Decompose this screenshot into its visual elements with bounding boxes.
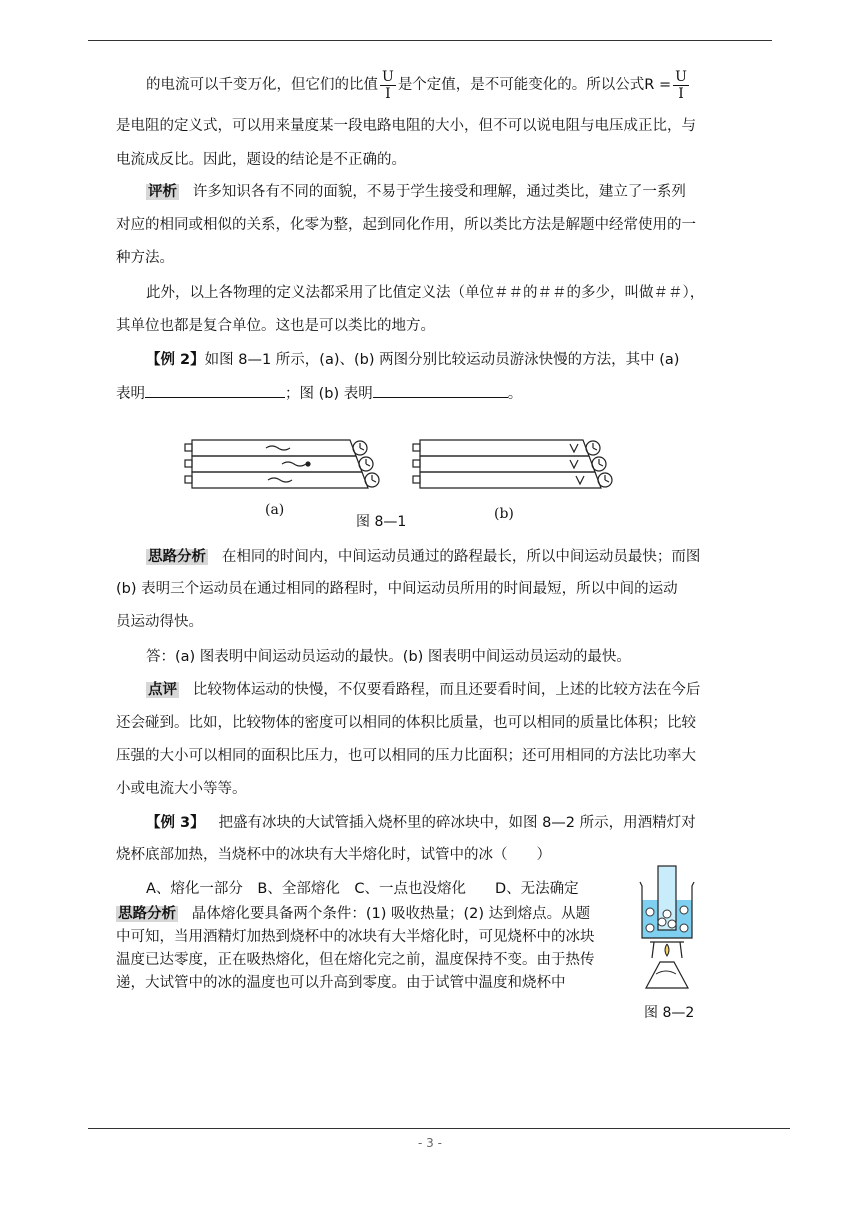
p2-line-3: 种方法。 bbox=[116, 250, 174, 266]
ex3-line-1: 【例 3】 把盛有冰块的大试管插入烧杯里的碎冰块中，如图 8—2 所示，用酒精灯对 bbox=[146, 815, 696, 831]
p4-line-2: (b) 表明三个运动员在通过相同的路程时，中间运动员所用的时间最短，所以中间的运动 bbox=[116, 581, 678, 597]
p6-line-1: 点评 比较物体运动的快慢，不仅要看路程，而且还要看时间，上述的比较方法在今后 bbox=[148, 682, 701, 698]
figure-caption-b: (b) bbox=[494, 506, 514, 522]
analysis-tag-2: 思路分析 bbox=[118, 906, 176, 922]
comment-tag: 评析 bbox=[148, 184, 177, 200]
figure-caption-a: (a) bbox=[265, 502, 285, 518]
ex3-line-2: 烧杯底部加热，当烧杯中的冰块有大半熔化时，试管中的冰（ ） bbox=[116, 847, 551, 863]
p2-line-1: 评析 许多知识各有不同的面貌，不易于学生接受和理解，通过类比，建立了一系列 bbox=[148, 184, 686, 200]
p7-line-2: 中可知，当用酒精灯加热到烧杯中的冰块有大半熔化时，可见烧杯中的冰块 bbox=[116, 929, 595, 945]
example-label-3: 【例 3】 bbox=[146, 815, 205, 831]
p7-line-1: 思路分析 晶体熔化要具备两个条件：(1) 吸收热量；(2) 达到熔点。从题 bbox=[118, 906, 591, 922]
review-tag: 点评 bbox=[148, 682, 177, 698]
ex3-options: A、熔化一部分 B、全部熔化 C、一点也没熔化 D、无法确定 bbox=[146, 881, 579, 897]
p4-line-3: 员运动得快。 bbox=[116, 614, 203, 630]
p1-line-2: 是电阻的定义式，可以用来量度某一段电路电阻的大小，但不可以说电阻与电压成正比，与 bbox=[116, 118, 696, 134]
figure-8-2-title: 图 8—2 bbox=[644, 1005, 695, 1021]
fraction-u-over-i-2: $\frac{U}{I}$ bbox=[675, 68, 687, 102]
p7-line-3: 温度已达零度，正在吸热熔化，但在熔化完之前，温度保持不变。由于热传 bbox=[116, 952, 595, 968]
footer-rule bbox=[88, 1128, 790, 1129]
p1-line-1: 的电流可以千变万化，但它们的比值 $\frac{U}{I}$ 是个定值，是不可能变化的。所以公式R = $\frac{U}{I}$ bbox=[146, 68, 687, 102]
p5-line-1: 答：(a) 图表明中间运动员运动的最快。(b) 图表明中间运动员运动的最快。 bbox=[146, 649, 631, 665]
test-tube-beaker-figure bbox=[636, 862, 706, 1002]
figure-8-1-title: 图 8—1 bbox=[356, 514, 407, 530]
figure-b-lanes bbox=[413, 440, 612, 488]
p1-line-3: 电流成反比。因此，题设的结论是不正确的。 bbox=[116, 152, 406, 168]
figure-a-lanes bbox=[185, 440, 379, 488]
p7-line-4: 递，大试管中的冰的温度也可以升高到零度。由于试管中温度和烧杯中 bbox=[116, 975, 566, 991]
swimming-lanes-figure bbox=[178, 434, 618, 504]
header-rule bbox=[88, 40, 772, 41]
example-label: 【例 2】 bbox=[146, 352, 205, 368]
ex2-line-1: 【例 2】如图 8—1 所示，(a)、(b) 两图分别比较运动员游泳快慢的方法，其中 (a) bbox=[146, 352, 680, 368]
answer-blank-b bbox=[373, 383, 508, 398]
page-number: - 3 - bbox=[418, 1136, 442, 1150]
p4-line-1: 思路分析 在相同的时间内，中间运动员通过的路程最长，所以中间运动员最快；而图 bbox=[148, 549, 701, 565]
p3-line-2: 其单位也都是复合单位。这也是可以类比的地方。 bbox=[116, 318, 435, 334]
p6-line-3: 压强的大小可以相同的面积比压力，也可以相同的压力比面积；还可用相同的方法比功率大 bbox=[116, 748, 696, 764]
fraction-u-over-i: $\frac{U}{I}$ bbox=[382, 68, 394, 102]
answer-blank-a bbox=[145, 383, 285, 398]
analysis-tag: 思路分析 bbox=[148, 549, 206, 565]
p6-line-2: 还会碰到。比如，比较物体的密度可以相同的体积比质量，也可以相同的质量比体积；比较 bbox=[116, 715, 696, 731]
p6-line-4: 小或电流大小等等。 bbox=[116, 781, 247, 797]
p3-line-1: 此外，以上各物理的定义法都采用了比值定义法（单位＃＃的＃＃的多少，叫做＃＃）， bbox=[146, 285, 705, 301]
ex2-line-2: 表明 ；图 (b) 表明 。 bbox=[116, 383, 728, 404]
p2-line-2: 对应的相同或相似的关系，化零为整，起到同化作用，所以类比方法是解题中经常使用的一 bbox=[116, 217, 696, 233]
